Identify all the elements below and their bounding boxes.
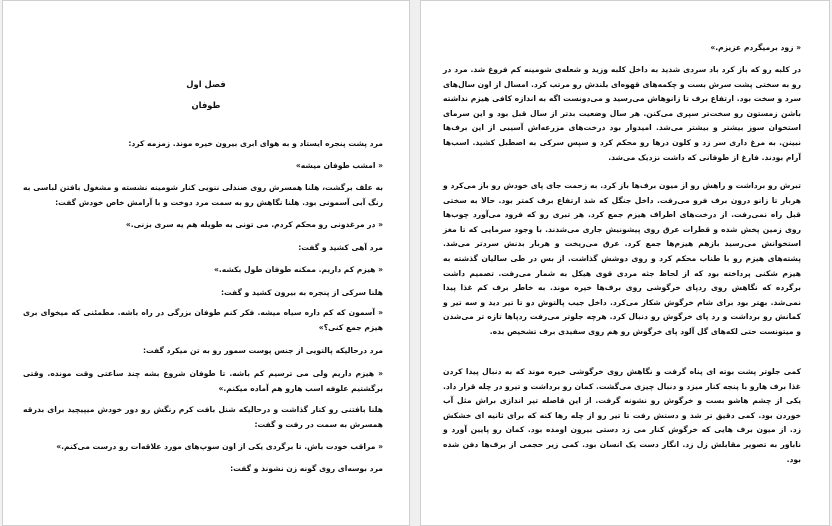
right-page [420, 0, 830, 526]
paragraph: « مراقب خودت باش. تا برگردی یکی از اون سوپ‌های مورد علاقه‌ات رو درست می‌کنم.» [56, 442, 383, 451]
paragraph: مرد پشت پنجره ایستاد و به هوای ابری بیرون خیره موند. زمزمه کرد: [128, 139, 383, 148]
chapter-heading: فصل اول [186, 79, 226, 89]
paragraph: تبرش رو برداشت و راهش رو از میون برف‌ها باز کرد. به زحمت جای پای خودش رو باز می‌کرد و هربار تا زانو درون برف فرو می‌رفت. داخل جنگل که شد ارتفاع برف کمتر بود. حالا به سختی قبل راه نمی‌رفت. از درخت‌های اطراف هیزم جمع کرد. هر تبری رو که فرود می‌آورد چوب‌ها روی زمین پخش شده و قطرات عرق روی پیشونیش جاری می‌شدند. با وجود سرمایی که تا مغز استخوانش می‌رسید بازهم هیزم‌ها جمع کرد. عرق می‌ریخت و هربار بدنش سردتر می‌شد. پشته‌های هیزم رو با طناب محکم کرد و روی دوشش گذاشت. از بس در طی سالیان گذشته به هیزم شکنی پرداخته بود که از لحاظ جثه مردی قوی هیکل به شمار می‌رفت. تصمیم داشت برگرده که نگاهش روی ردپای خرگوشی روی برف‌ها خیره موند. به خاطر برف کم غذا پیدا نمی‌شد. بهتر بود برای شام خرگوش شکار می‌کرد. داخل جیب پالتوش دو تا تیر دید و سه تیر و کمانش رو برداشت و رد پای خرگوش رو دنبال کرد. هرچه جلوتر می‌رفت ردپاها تازه تر می‌شدن و میتونست حتی لکه‌های گل آلود پای خرگوش رو هم روی سفیدی برف تشخیص بده. [443, 181, 801, 336]
paragraph: « زود برمیگردم عزیزم.» [710, 43, 801, 52]
paragraph: « هیزم کم داریم. ممکنه طوفان طول بکشه.» [213, 265, 383, 274]
paragraph: کمی جلوتر پشت بوته ای پناه گرفت و نگاهش روی خرگوشی خیره موند که به دنبال پیدا کردن غذا برف هارو با پنجه کنار میزد و دنبال چیزی می‌گشت. کمان رو برداشت و تیرو در چله قرار داد. یکی از چشم هاشو بست و خرگوش رو نشونه گرفت. از این فاصله تیر اندازی براش مثل آب خوردن بود. کمی دقیق تر شد و دستش رفت تا تیر رو از چله رها کنه که برای ثانیه ای خشکش زد. از میون برف هایی که خرگوش کنار می زد دستی بیرون اومده بود. کمان رو پایین آورد و ناباور به تصویر مقابلش زل زد. انگار دست یک انسان بود. کمی زیر حجمی از برف‌ها دفن شده بود. [443, 367, 801, 464]
paragraph: به علف برگشت، هلنا همسرش روی صندلی ننویی کنار شومینه نشسته و مشغول بافتن لباسی به رنگ آبی آسمونی بود. هلنا نگاهش رو به سمت مرد دوخت و با آرامش خاص خودش گفت: [23, 183, 383, 207]
paragraph: « در مرغدونی رو محکم کردم. می تونی به طویله هم یه سری بزنی.» [125, 220, 383, 229]
chapter-title: طوفان [191, 100, 221, 110]
paragraph: « امشب طوفان میشه» [295, 161, 383, 170]
paragraph: هلنا بافتنی رو کنار گذاشت و درحالیکه شنل بافت کرم رنگش رو دور خودش میپیچید برای بدرقه همسرش به سمت در رفت و گفت: [23, 405, 383, 429]
paragraph: « هیزم داریم ولی می ترسیم کم باشه. تا طوفان شروع بشه چند ساعتی وقت مونده. وقتی برگشتیم علوفه اسب هارو هم آماده میکنم.» [23, 369, 383, 393]
left-page [2, 0, 410, 526]
paragraph: مرد آهی کشید و گفت: [298, 243, 383, 252]
paragraph: در کلبه رو که باز کرد باد سردی شدید به داخل کلبه وزید و شعله‌ی شومینه کم فروغ شد. مرد در رو به سختی پشت سرش بست و چکمه‌های قهوه‌ای بلندش رو مرتب کرد. امسال از اون سال‌های سرد و سخت بود. ارتفاع برف تا زانوهاش می‌رسید و می‌دونست اگه به اندازه کافی هیزم نداشته باشن زمستون رو سخت‌تر سپری می‌کنن. هر سال وضعیت بدتر از سال قبل بود و این سرمای استخوان سوز بیشتر و بیشتر می‌شد. امیدوار بود درخت‌های مزرعه‌اش آسیبی از این برف‌ها نبینن. به مرغ داری سر زد و کلون درها رو محکم کرد و سپس سرکی به اصطبل کشید. اسب‌ها آرام بودند. فارغ از طوفانی که داشت نزدیک می‌شد. [443, 65, 801, 162]
page-gutter [410, 0, 420, 526]
paragraph: « آسمون که کم داره سیاه میشه. فکر کنم طوفان بزرگی در راه باشه. مطمئنی که میخوای بری هیزم جمع کنی؟» [23, 308, 383, 332]
paragraph: هلنا سرکی از پنجره به بیرون کشید و گفت: [220, 288, 383, 297]
paragraph: مرد بوسه‌ای روی گونه زن نشوند و گفت: [230, 464, 383, 473]
paragraph: مرد درحالیکه پالتویی از جنس پوست سمور رو به تن میکرد گفت: [142, 346, 383, 355]
